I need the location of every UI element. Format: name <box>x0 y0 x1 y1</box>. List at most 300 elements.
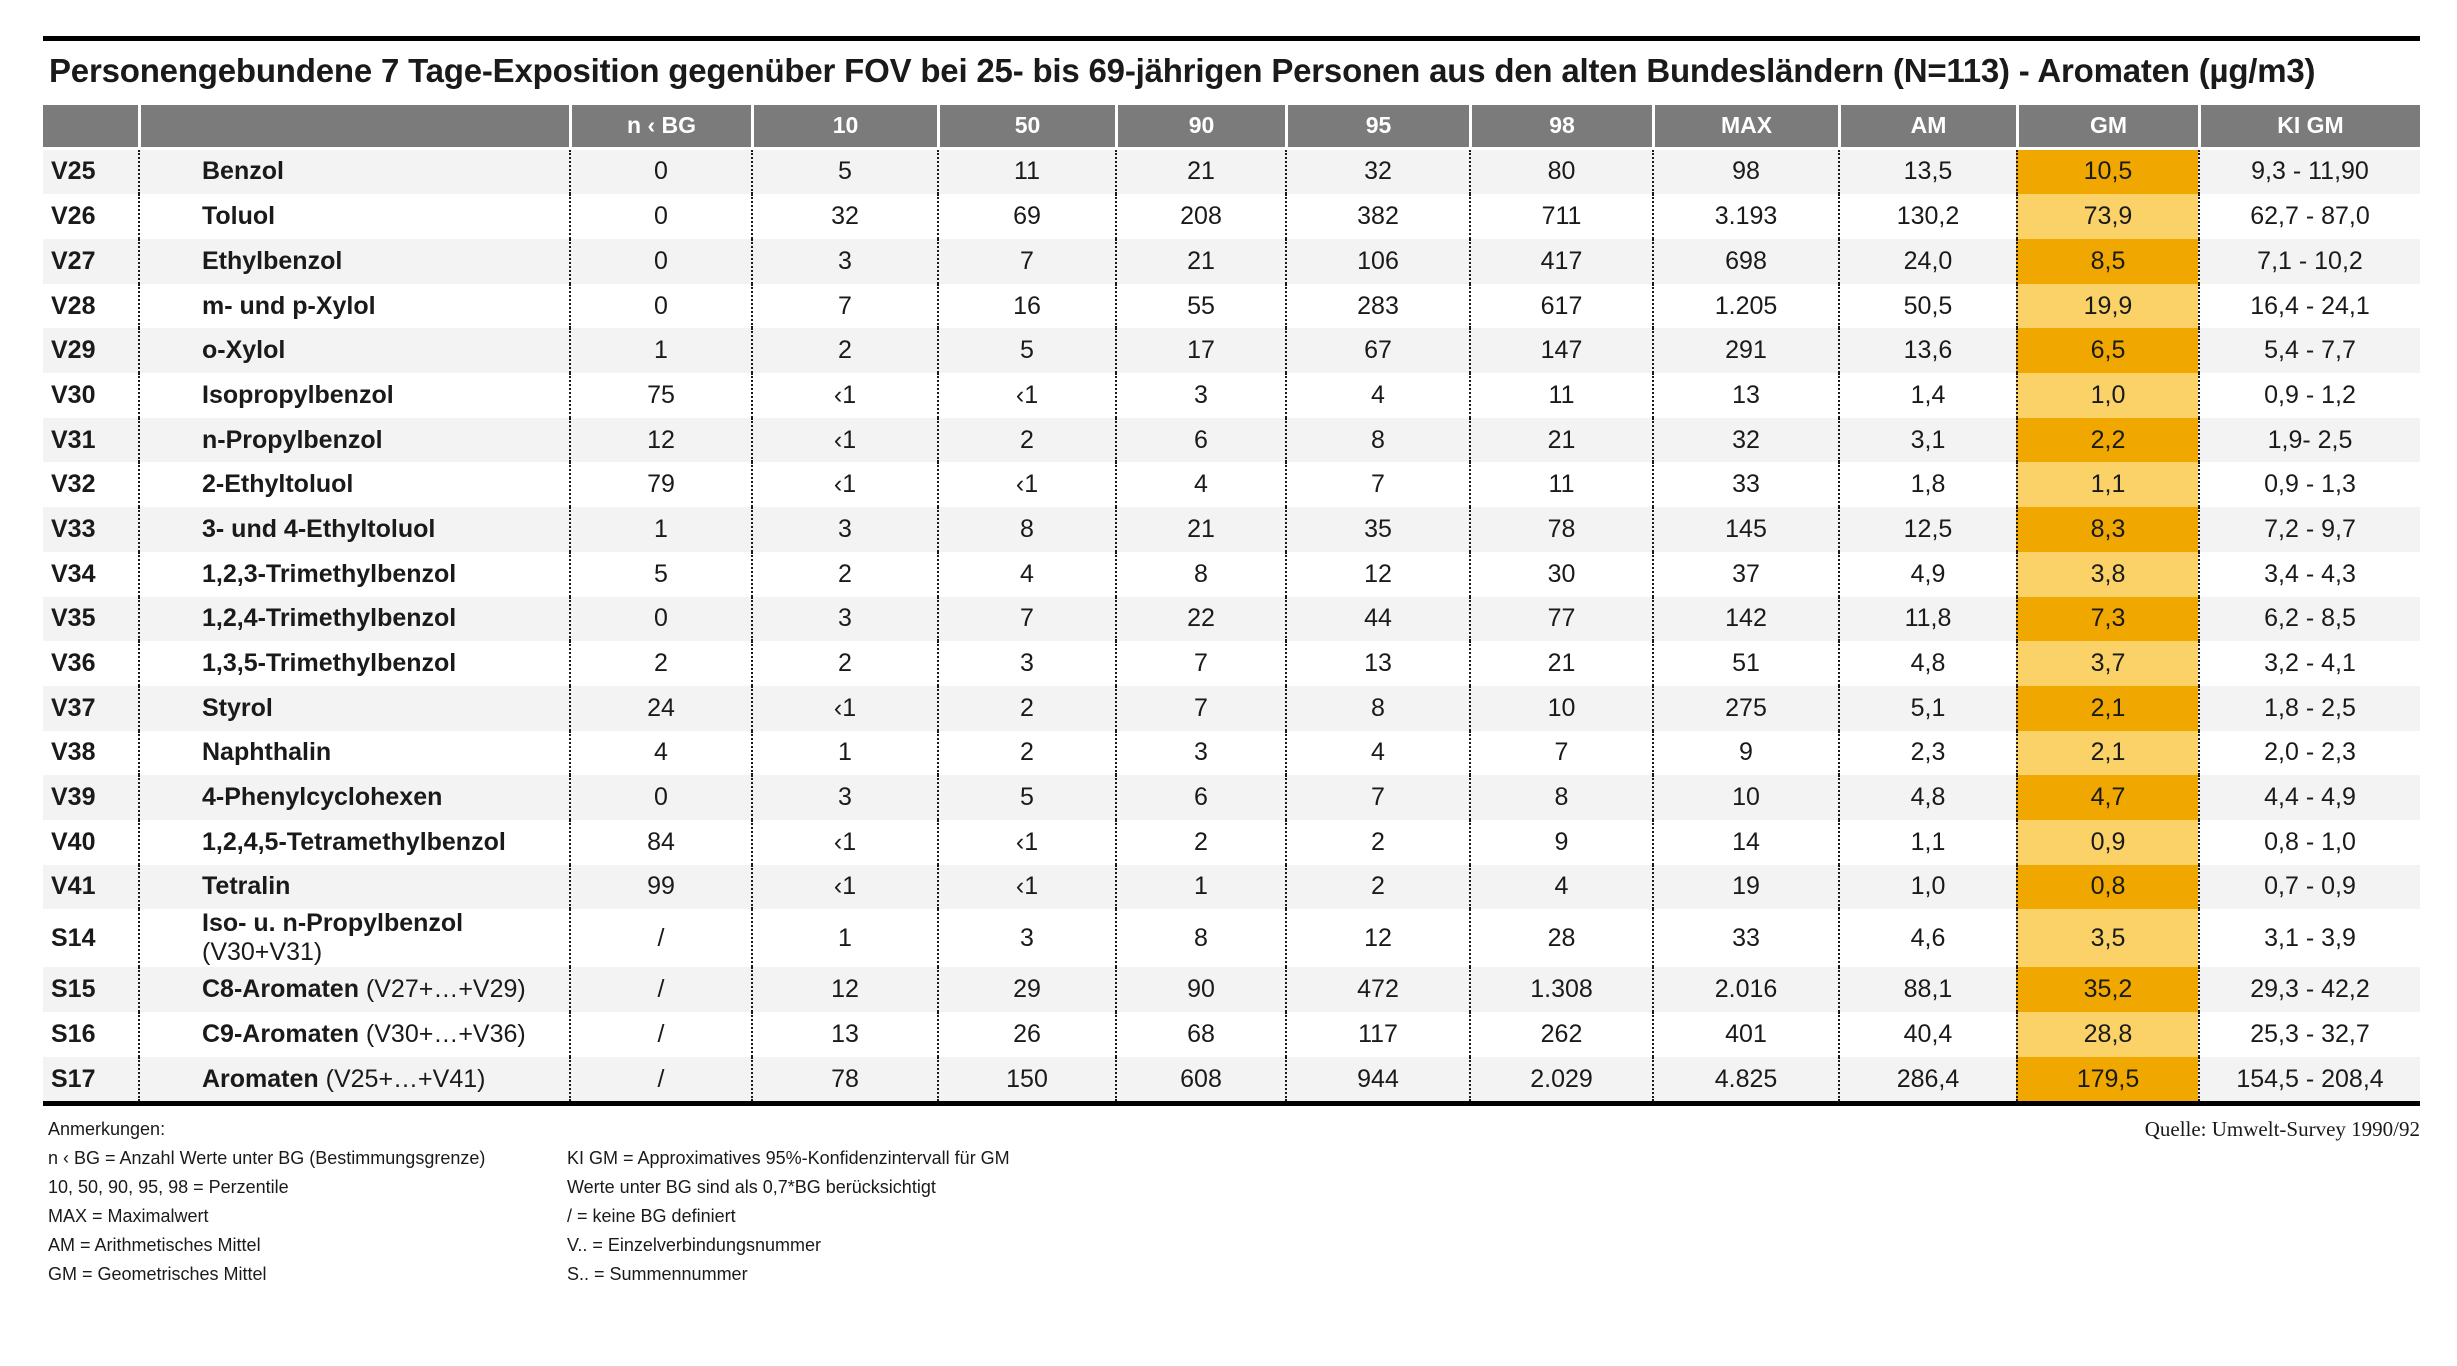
value-cell: 7 <box>751 284 937 329</box>
value-cell: 80 <box>1469 150 1652 195</box>
value-cell: 617 <box>1469 284 1652 329</box>
value-cell: 7 <box>937 239 1115 284</box>
value-cell: 7 <box>937 597 1115 642</box>
value-cell: 4 <box>1285 731 1469 776</box>
value-cell: 26 <box>937 1012 1115 1057</box>
row-id: V33 <box>51 514 96 543</box>
value-cell: 84 <box>569 820 751 865</box>
note-line: V.. = Einzelverbindungsnummer <box>567 1235 821 1256</box>
value-cell: 69 <box>937 194 1115 239</box>
value-cell: 10 <box>1652 775 1838 820</box>
value-cell: 21 <box>1115 239 1285 284</box>
substance-name: Isopropylbenzol <box>202 380 394 409</box>
value-cell: 4 <box>1285 373 1469 418</box>
value-cell: 16,4 - 24,1 <box>2198 284 2420 329</box>
value-cell: ‹1 <box>937 865 1115 910</box>
value-cell: 22 <box>1115 597 1285 642</box>
value-cell: 28 <box>1469 909 1652 967</box>
row-id: V39 <box>51 783 96 812</box>
value-cell: 154,5 - 208,4 <box>2198 1057 2420 1102</box>
value-cell: 1.308 <box>1469 967 1652 1012</box>
note-line: n ‹ BG = Anzahl Werte unter BG (Bestimmungsgrenze) <box>48 1148 486 1169</box>
notes-heading: Anmerkungen: <box>48 1119 166 1140</box>
value-cell: 1,8 - 2,5 <box>2198 686 2420 731</box>
gm-value-cell: 35,2 <box>2016 967 2198 1012</box>
substance-cell <box>138 150 569 195</box>
value-cell: 6 <box>1115 775 1285 820</box>
value-cell: 4,9 <box>1838 552 2016 597</box>
substance-cell <box>138 194 569 239</box>
note-line: MAX = Maximalwert <box>48 1206 209 1227</box>
substance-name: 4-Phenylcyclohexen <box>202 783 443 812</box>
column-header-90: 90 <box>1115 105 1285 150</box>
value-cell: 24,0 <box>1838 239 2016 284</box>
value-cell: 35 <box>1285 507 1469 552</box>
value-cell: 33 <box>1652 462 1838 507</box>
row-id: V38 <box>51 738 96 767</box>
value-cell: 4 <box>937 552 1115 597</box>
substance-name: Naphthalin <box>202 738 332 767</box>
value-cell: 1,4 <box>1838 373 2016 418</box>
value-cell: 12 <box>569 418 751 463</box>
row-id: V29 <box>51 336 96 365</box>
row-id: V32 <box>51 470 96 499</box>
gm-value-cell: 2,2 <box>2016 418 2198 463</box>
value-cell: 19 <box>1652 865 1838 910</box>
value-cell: 5 <box>569 552 751 597</box>
value-cell: 0 <box>569 775 751 820</box>
value-cell: 2 <box>751 552 937 597</box>
row-id: S17 <box>51 1064 96 1093</box>
value-cell: 417 <box>1469 239 1652 284</box>
table-row <box>43 194 2420 239</box>
value-cell: 262 <box>1469 1012 1652 1057</box>
column-header-blank-0 <box>43 105 138 150</box>
exposure-table <box>43 105 2420 1102</box>
value-cell: ‹1 <box>937 820 1115 865</box>
value-cell: 11 <box>1469 373 1652 418</box>
value-cell: 7,1 - 10,2 <box>2198 239 2420 284</box>
table-row <box>43 507 2420 552</box>
value-cell: 7,2 - 9,7 <box>2198 507 2420 552</box>
row-id: V35 <box>51 604 96 633</box>
value-cell: ‹1 <box>751 686 937 731</box>
gm-value-cell: 3,7 <box>2016 641 2198 686</box>
gm-value-cell: 179,5 <box>2016 1057 2198 1102</box>
value-cell: 29 <box>937 967 1115 1012</box>
substance-cell <box>138 552 569 597</box>
source-note: Quelle: Umwelt-Survey 1990/92 <box>2144 1117 2420 1142</box>
value-cell: 283 <box>1285 284 1469 329</box>
value-cell: 4,8 <box>1838 775 2016 820</box>
substance-cell <box>138 462 569 507</box>
value-cell: 33 <box>1652 909 1838 967</box>
value-cell: 13 <box>751 1012 937 1057</box>
value-cell: 1,8 <box>1838 462 2016 507</box>
value-cell: 0,9 - 1,2 <box>2198 373 2420 418</box>
notes-right-column <box>567 1144 2420 1289</box>
note-line: KI GM = Approximatives 95%-Konfidenzintervall für GM <box>567 1148 1010 1169</box>
value-cell: 12,5 <box>1838 507 2016 552</box>
table-row <box>43 820 2420 865</box>
value-cell: 0,9 - 1,3 <box>2198 462 2420 507</box>
value-cell: 2 <box>569 641 751 686</box>
value-cell: 21 <box>1115 507 1285 552</box>
value-cell: 275 <box>1652 686 1838 731</box>
value-cell: / <box>569 967 751 1012</box>
table-row <box>43 731 2420 776</box>
substance-name: o-Xylol <box>202 336 286 365</box>
value-cell: 150 <box>937 1057 1115 1102</box>
value-cell: 8 <box>937 507 1115 552</box>
substance-name: Tetralin <box>202 872 291 901</box>
column-header-blank-1 <box>138 105 569 150</box>
value-cell: 2.016 <box>1652 967 1838 1012</box>
note-line: S.. = Summennummer <box>567 1264 748 1285</box>
table-row <box>43 239 2420 284</box>
value-cell: 711 <box>1469 194 1652 239</box>
value-cell: 11 <box>937 150 1115 195</box>
substance-name: m- und p-Xylol <box>202 291 376 320</box>
value-cell: 0,8 - 1,0 <box>2198 820 2420 865</box>
value-cell: ‹1 <box>751 373 937 418</box>
value-cell: 1.205 <box>1652 284 1838 329</box>
value-cell: 17 <box>1115 328 1285 373</box>
value-cell: 3 <box>937 909 1115 967</box>
value-cell: 1,1 <box>1838 820 2016 865</box>
substance-cell <box>138 1012 569 1057</box>
value-cell: 1 <box>569 328 751 373</box>
value-cell: 37 <box>1652 552 1838 597</box>
substance-suffix: (V25+…+V41) <box>318 1064 486 1093</box>
note-line: / = keine BG definiert <box>567 1206 736 1227</box>
value-cell: 0 <box>569 597 751 642</box>
value-cell: 30 <box>1469 552 1652 597</box>
value-cell: 88,1 <box>1838 967 2016 1012</box>
substance-cell <box>138 865 569 910</box>
substance-cell <box>138 284 569 329</box>
substance-name: Toluol <box>202 202 276 231</box>
value-cell: 40,4 <box>1838 1012 2016 1057</box>
table-row <box>43 686 2420 731</box>
table-header <box>43 105 2420 150</box>
table-row <box>43 865 2420 910</box>
gm-value-cell: 19,9 <box>2016 284 2198 329</box>
substance-cell <box>138 1057 569 1102</box>
row-id: S14 <box>51 923 96 952</box>
row-id: V26 <box>51 202 96 231</box>
column-header-AM: AM <box>1838 105 2016 150</box>
value-cell: 32 <box>1652 418 1838 463</box>
gm-value-cell: 1,0 <box>2016 373 2198 418</box>
row-id: S16 <box>51 1019 96 1048</box>
value-cell: 50,5 <box>1838 284 2016 329</box>
value-cell: 7 <box>1115 641 1285 686</box>
value-cell: 9 <box>1652 731 1838 776</box>
row-id: V36 <box>51 649 96 678</box>
table-row <box>43 373 2420 418</box>
value-cell: 4,6 <box>1838 909 2016 967</box>
table-row <box>43 462 2420 507</box>
value-cell: 7 <box>1115 686 1285 731</box>
value-cell: 62,7 - 87,0 <box>2198 194 2420 239</box>
value-cell: 78 <box>751 1057 937 1102</box>
value-cell: 6,2 - 8,5 <box>2198 597 2420 642</box>
value-cell: 0 <box>569 284 751 329</box>
gm-value-cell: 7,3 <box>2016 597 2198 642</box>
value-cell: 13 <box>1652 373 1838 418</box>
row-id: V27 <box>51 246 96 275</box>
column-header-50: 50 <box>937 105 1115 150</box>
value-cell: 25,3 - 32,7 <box>2198 1012 2420 1057</box>
substance-cell <box>138 731 569 776</box>
value-cell: 68 <box>1115 1012 1285 1057</box>
table-row <box>43 909 2420 967</box>
value-cell: 286,4 <box>1838 1057 2016 1102</box>
value-cell: 5 <box>751 150 937 195</box>
table-row <box>43 552 2420 597</box>
row-id: V30 <box>51 380 96 409</box>
gm-value-cell: 8,5 <box>2016 239 2198 284</box>
value-cell: 78 <box>1469 507 1652 552</box>
value-cell: 75 <box>569 373 751 418</box>
value-cell: 8 <box>1115 552 1285 597</box>
value-cell: 608 <box>1115 1057 1285 1102</box>
column-header-KI GM: KI GM <box>2198 105 2420 150</box>
value-cell: 5 <box>937 775 1115 820</box>
substance-name: 2-Ethyltoluol <box>202 470 354 499</box>
table-row <box>43 284 2420 329</box>
column-header-10: 10 <box>751 105 937 150</box>
value-cell: 291 <box>1652 328 1838 373</box>
value-cell: 3 <box>751 507 937 552</box>
substance-name: Styrol <box>202 693 273 722</box>
value-cell: 21 <box>1469 418 1652 463</box>
value-cell: 5 <box>937 328 1115 373</box>
value-cell: 7 <box>1285 462 1469 507</box>
row-id: V31 <box>51 425 96 454</box>
table-row <box>43 597 2420 642</box>
gm-value-cell: 1,1 <box>2016 462 2198 507</box>
column-header-GM: GM <box>2016 105 2198 150</box>
row-id: V25 <box>51 157 96 186</box>
value-cell: 13,5 <box>1838 150 2016 195</box>
value-cell: 6 <box>1115 418 1285 463</box>
gm-value-cell: 2,1 <box>2016 686 2198 731</box>
gm-value-cell: 8,3 <box>2016 507 2198 552</box>
column-header-n ‹ BG: n ‹ BG <box>569 105 751 150</box>
value-cell: 3,1 <box>1838 418 2016 463</box>
value-cell: 90 <box>1115 967 1285 1012</box>
footnotes <box>43 1115 2420 1289</box>
value-cell: 3 <box>751 597 937 642</box>
substance-cell <box>138 641 569 686</box>
top-rule <box>43 36 2420 41</box>
value-cell: 0 <box>569 150 751 195</box>
note-line: Werte unter BG sind als 0,7*BG berücksichtigt <box>567 1177 936 1198</box>
value-cell: / <box>569 1057 751 1102</box>
value-cell: / <box>569 909 751 967</box>
table-row <box>43 641 2420 686</box>
value-cell: 14 <box>1652 820 1838 865</box>
value-cell: 2,0 - 2,3 <box>2198 731 2420 776</box>
value-cell: 698 <box>1652 239 1838 284</box>
substance-cell <box>138 775 569 820</box>
value-cell: 3 <box>751 239 937 284</box>
value-cell: 4,8 <box>1838 641 2016 686</box>
value-cell: 3 <box>1115 731 1285 776</box>
value-cell: ‹1 <box>751 418 937 463</box>
substance-cell <box>138 373 569 418</box>
gm-value-cell: 0,9 <box>2016 820 2198 865</box>
gm-value-cell: 73,9 <box>2016 194 2198 239</box>
value-cell: ‹1 <box>937 373 1115 418</box>
value-cell: 3,1 - 3,9 <box>2198 909 2420 967</box>
value-cell: 32 <box>1285 150 1469 195</box>
value-cell: ‹1 <box>751 820 937 865</box>
value-cell: 32 <box>751 194 937 239</box>
value-cell: 4,4 - 4,9 <box>2198 775 2420 820</box>
value-cell: 3 <box>937 641 1115 686</box>
value-cell: 3 <box>751 775 937 820</box>
value-cell: 130,2 <box>1838 194 2016 239</box>
value-cell: 2 <box>1285 865 1469 910</box>
substance-name: 1,2,3-Trimethylbenzol <box>202 559 457 588</box>
substance-name: Ethylbenzol <box>202 246 343 275</box>
value-cell: 401 <box>1652 1012 1838 1057</box>
table-row <box>43 328 2420 373</box>
substance-cell <box>138 909 569 967</box>
value-cell: 79 <box>569 462 751 507</box>
table-row <box>43 1057 2420 1102</box>
value-cell: 12 <box>1285 909 1469 967</box>
note-line: AM = Arithmetisches Mittel <box>48 1235 261 1256</box>
value-cell: ‹1 <box>751 865 937 910</box>
value-cell: 3,2 - 4,1 <box>2198 641 2420 686</box>
value-cell: 16 <box>937 284 1115 329</box>
table-row <box>43 150 2420 195</box>
value-cell: 51 <box>1652 641 1838 686</box>
value-cell: 13,6 <box>1838 328 2016 373</box>
value-cell: 0 <box>569 239 751 284</box>
substance-name: 1,3,5-Trimethylbenzol <box>202 649 457 678</box>
gm-value-cell: 4,7 <box>2016 775 2198 820</box>
value-cell: 5,1 <box>1838 686 2016 731</box>
notes-left-column <box>48 1144 567 1289</box>
report-page <box>0 36 2457 1289</box>
table-title: Personengebundene 7 Tage-Exposition gegenüber FOV bei 25- bis 69-jährigen Personen aus den alten Bundesländern (N=113) - Aromaten (µg/m3) <box>49 52 2316 89</box>
substance-cell <box>138 507 569 552</box>
value-cell: 1 <box>1115 865 1285 910</box>
substance-name: C9-Aromaten <box>202 1019 359 1048</box>
value-cell: 77 <box>1469 597 1652 642</box>
value-cell: 1,9- 2,5 <box>2198 418 2420 463</box>
value-cell: 117 <box>1285 1012 1469 1057</box>
gm-value-cell: 28,8 <box>2016 1012 2198 1057</box>
value-cell: 4.825 <box>1652 1057 1838 1102</box>
value-cell: 1,0 <box>1838 865 2016 910</box>
substance-suffix: (V30+V31) <box>202 938 323 967</box>
value-cell: 67 <box>1285 328 1469 373</box>
value-cell: 0,7 - 0,9 <box>2198 865 2420 910</box>
value-cell: 944 <box>1285 1057 1469 1102</box>
value-cell: 21 <box>1469 641 1652 686</box>
value-cell: 208 <box>1115 194 1285 239</box>
substance-name: Iso- u. n-Propylbenzol <box>202 909 464 938</box>
value-cell: 8 <box>1285 686 1469 731</box>
note-line: GM = Geometrisches Mittel <box>48 1264 267 1285</box>
value-cell: 3.193 <box>1652 194 1838 239</box>
substance-cell <box>138 239 569 284</box>
value-cell: 1 <box>569 507 751 552</box>
row-id: S15 <box>51 975 96 1004</box>
value-cell: 4 <box>1115 462 1285 507</box>
value-cell: 4 <box>569 731 751 776</box>
value-cell: 382 <box>1285 194 1469 239</box>
row-id: V28 <box>51 291 96 320</box>
value-cell: 2 <box>937 686 1115 731</box>
value-cell: 142 <box>1652 597 1838 642</box>
bottom-rule <box>43 1101 2420 1106</box>
substance-name: Benzol <box>202 157 284 186</box>
substance-suffix: (V27+…+V29) <box>358 975 526 1004</box>
table-row <box>43 1012 2420 1057</box>
value-cell: 55 <box>1115 284 1285 329</box>
value-cell: 8 <box>1285 418 1469 463</box>
value-cell: 7 <box>1469 731 1652 776</box>
value-cell: 8 <box>1115 909 1285 967</box>
value-cell: 21 <box>1115 150 1285 195</box>
value-cell: 7 <box>1285 775 1469 820</box>
gm-value-cell: 3,5 <box>2016 909 2198 967</box>
row-id: V41 <box>51 872 96 901</box>
value-cell: 2 <box>1285 820 1469 865</box>
row-id: V37 <box>51 693 96 722</box>
value-cell: 2.029 <box>1469 1057 1652 1102</box>
value-cell: 10 <box>1469 686 1652 731</box>
substance-name: 1,2,4,5-Tetramethylbenzol <box>202 827 506 856</box>
value-cell: 2 <box>751 641 937 686</box>
gm-value-cell: 10,5 <box>2016 150 2198 195</box>
value-cell: 5,4 - 7,7 <box>2198 328 2420 373</box>
substance-name: C8-Aromaten <box>202 975 359 1004</box>
value-cell: 2 <box>937 418 1115 463</box>
value-cell: 1 <box>751 909 937 967</box>
value-cell: 2 <box>751 328 937 373</box>
substance-name: 3- und 4-Ethyltoluol <box>202 514 436 543</box>
value-cell: 3 <box>1115 373 1285 418</box>
value-cell: 0 <box>569 194 751 239</box>
value-cell: 99 <box>569 865 751 910</box>
value-cell: 147 <box>1469 328 1652 373</box>
value-cell: 11,8 <box>1838 597 2016 642</box>
value-cell: 2,3 <box>1838 731 2016 776</box>
gm-value-cell: 2,1 <box>2016 731 2198 776</box>
value-cell: 11 <box>1469 462 1652 507</box>
column-header-98: 98 <box>1469 105 1652 150</box>
substance-name: 1,2,4-Trimethylbenzol <box>202 604 457 633</box>
substance-suffix: (V30+…+V36) <box>358 1019 526 1048</box>
substance-cell <box>138 820 569 865</box>
note-line: 10, 50, 90, 95, 98 = Perzentile <box>48 1177 289 1198</box>
value-cell: 106 <box>1285 239 1469 284</box>
value-cell: 12 <box>1285 552 1469 597</box>
value-cell: ‹1 <box>751 462 937 507</box>
value-cell: 98 <box>1652 150 1838 195</box>
substance-cell <box>138 597 569 642</box>
value-cell: 145 <box>1652 507 1838 552</box>
substance-cell <box>138 328 569 373</box>
